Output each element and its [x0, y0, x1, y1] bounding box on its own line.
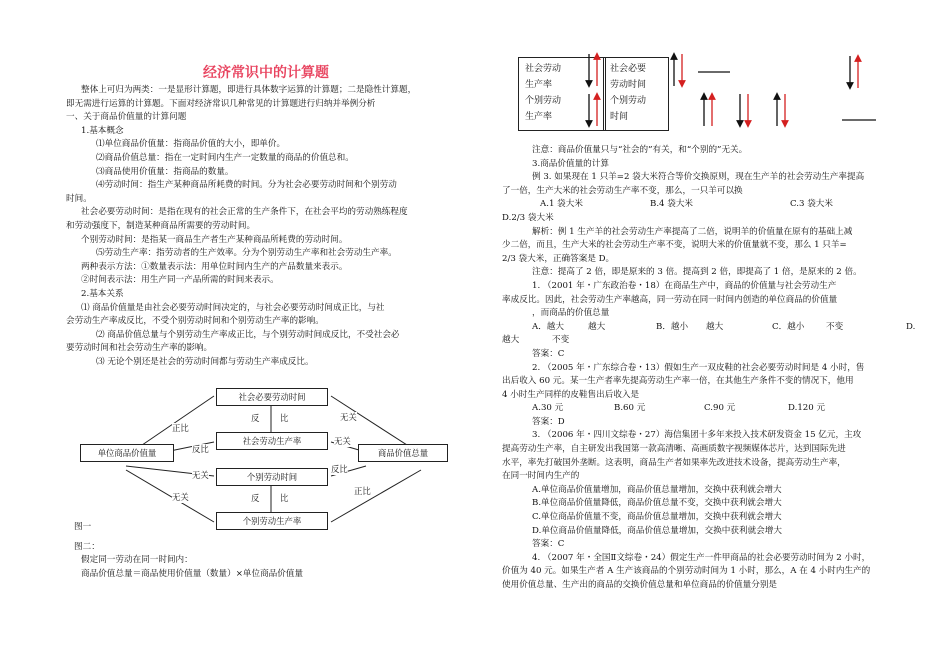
concept-item: 两种表示方法：①数量表示法：用单位时间内生产的产品数量来表示。 [81, 261, 348, 272]
answer: 答案：D [532, 416, 565, 427]
figure-caption: 图一 [74, 522, 92, 532]
option: B.60 元 [614, 403, 646, 414]
option: 越大 [502, 335, 520, 346]
question-options [502, 321, 932, 335]
figure-caption: 图二： [74, 541, 100, 552]
formula: 商品价值总量＝商品使用价值量（数量）×单位商品价值量 [81, 568, 304, 579]
concept-item: 和劳动强度下，制造某种商品所需要的劳动时间。 [66, 220, 256, 231]
option: A．越大 [532, 321, 564, 332]
relation-label: 反比 [192, 444, 209, 454]
question-line: 4. （2007 年・全国Ⅱ文综卷・24）假定生产一件甲商品的社会必要劳动时间为 2 小时， [532, 552, 871, 563]
relation-label: 正比 [172, 423, 189, 433]
right-column [502, 144, 932, 593]
concept-item: ⑴单位商品价值量：指商品价值的大小，即单价。 [96, 139, 286, 150]
relation-item: ⑶ 无论个别还是社会的劳动时间都与劳动生产率成反比。 [96, 356, 314, 367]
formula-intro: 假定同一劳动在同一时间内： [81, 555, 193, 566]
section-heading: 一、关于商品价值量的计算问题 [66, 112, 187, 123]
box-line: 生产率 [525, 80, 553, 90]
box-line: 个别劳动 [525, 96, 562, 106]
social-labor-time-box: 社会必要劳动时间 [216, 388, 328, 406]
example-line: 例 3. 如果现在 1 只羊=2 袋大米符合等价交换原则，现在生产羊的社会劳动生产率提高 [532, 172, 865, 183]
note: 注意：商品价值量只与“社会的”有关，和“个别的”无关。 [532, 145, 748, 155]
concept-item: 时间。 [66, 193, 92, 204]
option: A.30 元 [532, 403, 564, 414]
question-line: 价值为 40 元。如果生产者 A 生产该商品的个别劳动时间为 1 小时，那么，A 在 4 小时内生产的 [502, 566, 871, 577]
unit-value-box: 单位商品价值量 [80, 444, 174, 462]
concept-item: 社会必要劳动时间：是指在现有的社会正常的生产条件下，在社会平均的劳动熟练程度 [81, 207, 408, 218]
option: B.单位商品价值量降低，商品价值总量不变，交换中获利就会增大 [532, 498, 782, 509]
relation-item: ⑴ 商品价值量是由社会必要劳动时间决定的，与社会必要劳动时间成正比，与社 [81, 302, 385, 313]
relation-diagram [66, 382, 466, 532]
option: D.120 元 [788, 403, 826, 414]
relation-item: 要劳动时间和社会劳动生产率的影响。 [66, 343, 213, 354]
analysis-line: 2/3 袋大米，正确答案是 D。 [502, 253, 615, 264]
relation-label: 反 [251, 413, 260, 423]
box-line: 劳动时间 [610, 80, 647, 90]
concept-item: 个别劳动时间：是指某一商品生产者生产某种商品所耗费的劳动时间。 [81, 234, 348, 245]
option: C.单位商品价值量不变，商品价值总量增加，交换中获利就会增大 [532, 512, 782, 523]
question-line: 率成反比。因此，社会劳动生产率越高，同一劳动在同一时间内创造的单位商品的价值量 [502, 294, 838, 305]
question-line: 水平，率先打破国外垄断。这表明，商品生产者如果率先改进技术设备，提高劳动生产率， [502, 457, 846, 468]
answer: 答案：C [532, 539, 565, 550]
social-productivity-box: 社会劳动生产率 [216, 432, 328, 450]
option: 不变 [552, 335, 570, 346]
example-options [502, 198, 932, 212]
arrows-graphic [580, 50, 880, 140]
box-line: 个别劳动 [610, 96, 647, 106]
question-line: 2. （2005 年・广东综合卷・13）假如生产一双皮鞋的社会必要劳动时间是 4 小时，售 [532, 362, 865, 373]
analysis-line: 解析：例 1 生产羊的社会劳动生产率提高了二倍，说明羊的价值量在原有的基础上减 [532, 226, 853, 237]
box-line: 时间 [610, 112, 629, 122]
relation-label: 无关 [334, 436, 351, 446]
question-line: 1. （2001 年・广东政治卷・18）在商品生产中，商品的价值量与社会劳动生产 [532, 280, 837, 291]
question-line: 使用价值总量、生产出的商品的交换价值总量和单位商品的价值量分别是 [502, 580, 778, 590]
example-line: 了一倍，生产大米的社会劳动生产率不变，那么，一只羊可以换 [502, 185, 743, 196]
option: D.2/3 袋大米 [502, 212, 554, 223]
answer: 答案：C [532, 348, 565, 359]
option: A.1 袋大米 [540, 199, 583, 210]
option: D.单位商品价值量降低，商品价值总量增加，交换中获利就会增大 [532, 525, 782, 536]
option: C.90 元 [704, 403, 736, 414]
concept-item: ⑵商品价值总量：指在一定时间内生产一定数量的商品的价值总和。 [96, 152, 354, 163]
question-line: 出后收入 60 元。某一生产者率先提高劳动生产率一倍，在其他生产条件不变的情况下，他用 [502, 376, 854, 387]
relation-label: 比 [280, 493, 289, 503]
relation-label: 无关 [340, 412, 357, 422]
question-line: 4 小时生产同样的皮鞋售出后收入是 [502, 389, 640, 400]
relation-label: 无关 [192, 470, 209, 480]
relation-label: 反比 [331, 464, 348, 474]
subsection-heading: 2.基本关系 [81, 288, 124, 299]
individual-labor-time-box: 个别劳动时间 [216, 468, 328, 486]
page-title: 经济常识中的计算题 [203, 65, 329, 81]
question-line: ，而商品的价值总量 [532, 308, 610, 319]
question-options [502, 402, 932, 416]
analysis-line: 少二倍，而且，生产大米的社会劳动生产率不变，说明大米的价值量就不变，那么 1 只羊= [502, 240, 847, 251]
option: C.3 袋大米 [790, 199, 833, 210]
relation-item: ⑵ 商品价值总量与个别劳动生产率成正比，与个别劳动时间成反比，不受社会必 [96, 329, 400, 340]
total-value-box: 商品价值总量 [358, 444, 448, 462]
option: D. [906, 321, 916, 332]
option: 越大 [588, 321, 606, 332]
relation-label: 反 [251, 493, 260, 503]
option: A.单位商品价值量增加，商品价值总量增加，交换中获利就会增大 [532, 484, 782, 495]
subsection-heading: 3.商品价值量的计算 [532, 158, 609, 169]
relation-label: 正比 [354, 486, 371, 496]
box-line: 社会劳动 [525, 64, 562, 74]
subsection-heading: 1.基本概念 [81, 125, 124, 136]
note: 注意：提高了 2 倍，即是原来的 3 倍。提高到 2 倍，即提高了 1 倍，是原来的 2 倍。 [532, 267, 862, 278]
concept-item: ⑷劳动时间：指生产某种商品所耗费的时间。分为社会必要劳动时间和个别劳动 [96, 180, 397, 191]
question-line: 在同一时间内生产的 [502, 471, 580, 482]
question-options [502, 334, 932, 348]
option: B．越小 [656, 321, 689, 332]
question-line: 3. （2006 年・四川文综卷・27）海信集团十多年来投入技术研发资金 15 亿元，主攻 [532, 430, 862, 441]
option: B.4 袋大米 [650, 199, 694, 210]
concept-item: ⑶商品使用价值量：指商品的数量。 [96, 166, 234, 177]
intro-line: 整体上可归为两类：一是显形计算题，即进行具体数字运算的计算题；二是隐性计算题， [81, 85, 417, 95]
relation-item: 会劳动生产率成反比，不受个别劳动时间和个别劳动生产率的影响。 [66, 316, 324, 327]
option: 越大 [706, 321, 724, 332]
option: C．越小 [772, 321, 805, 332]
relation-label: 比 [280, 413, 289, 423]
left-column [66, 40, 466, 369]
individual-productivity-box: 个别劳动生产率 [216, 512, 328, 530]
question-line: 提高劳动生产率，自主研发出我国第一款高清晰、高画质数字视频媒体芯片，达到国际先进 [502, 444, 846, 455]
concept-item: ②时间表示法：用生产同一产品所需的时间来表示。 [81, 275, 279, 286]
left-column-bottom [66, 521, 466, 581]
option: 不变 [826, 321, 844, 332]
concept-item: ⑸劳动生产率：指劳动者的生产效率。分为个别劳动生产率和社会劳动生产率。 [96, 248, 397, 259]
box-line: 社会必要 [610, 64, 647, 74]
box-line: 生产率 [525, 112, 553, 122]
intro-line: 即无需进行运算的计算题。下面对经济常识几种常见的计算题进行归纳并举例分析 [66, 98, 376, 109]
relation-label: 无关 [172, 492, 189, 502]
